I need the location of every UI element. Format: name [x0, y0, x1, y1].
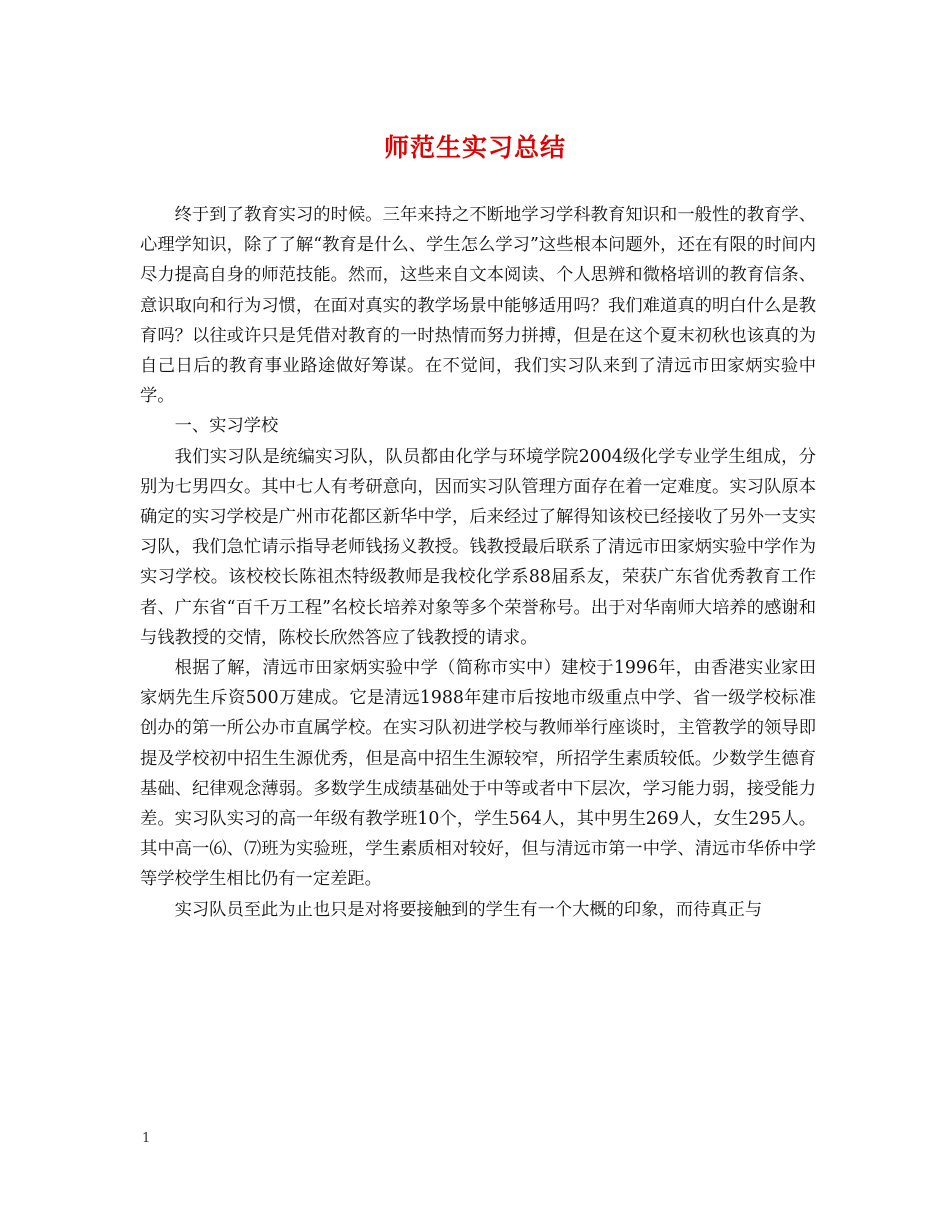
document-body: [140, 200, 816, 925]
paragraph-team: 我们实习队是统编实习队，队员都由化学与环境学院2004级化学专业学生组成，分别为七男四女。其中七人有考研意向，因而实习队管理方面存在着一定难度。实习队原本确定的实习学校是广州市花都区新华中学，后来经过了解得知该校已经接收了另外一支实习队，我们急忙请示指导老师钱扬义教授。钱教授最后联系了清远市田家炳实验中学作为实习学校。该校校长陈祖杰特级教师是我校化学系88届系友，荣获广东省优秀教育工作者、广东省“百千万工程”名校长培养对象等多个荣誉称号。出于对华南师大培养的感谢和与钱教授的交情，陈校长欣然答应了钱教授的请求。: [140, 446, 816, 648]
section-heading-internship-school: 一、实习学校: [174, 416, 279, 437]
page-title: 师范生实习总结: [383, 133, 566, 162]
paragraph-intro: 终于到了教育实习的时候。三年来持之不断地学习学科教育知识和一般性的教育学、心理学知识，除了了解“教育是什么、学生怎么学习”这些根本问题外，还在有限的时间内尽力提高自身的师范技能。然而，这些来自文本阅读、个人思辨和微格培训的教育信条、意识取向和行为习惯，在面对真实的教学场景中能够适用吗？我们难道真的明白什么是教育吗？以往或许只是凭借对教育的一时热情而努力拼搏，但是在这个夏末初秋也该真的为自己日后的教育事业路途做好筹谋。在不觉间，我们实习队来到了清远市田家炳实验中学。: [140, 205, 816, 407]
paragraph-school-info: 根据了解，清远市田家炳实验中学（简称市实中）建校于1996年，由香港实业家田家炳先生斥资500万建成。它是清远1988年建市后按地市级重点中学、省一级学校标准创办的第一所公办市直属学校。在实习队初进学校与教师举行座谈时，主管教学的领导即提及学校初中招生生源优秀，但是高中招生生源较窄，所招学生素质较低。少数学生德育基础、纪律观念薄弱。多数学生成绩基础处于中等或者中下层次，学习能力弱，接受能力差。实习队实习的高一年级有教学班10个，学生564人，其中男生269人，女生295人。其中高一⑹、⑺班为实验班，学生素质相对较好，但与清远市第一中学、清远市华侨中学等学校学生相比仍有一定差距。: [140, 658, 816, 890]
page-number: 1: [142, 1131, 151, 1146]
paragraph-continued: 实习队员至此为止也只是对将要接触到的学生有一个大概的印象，而待真正与: [174, 899, 763, 920]
